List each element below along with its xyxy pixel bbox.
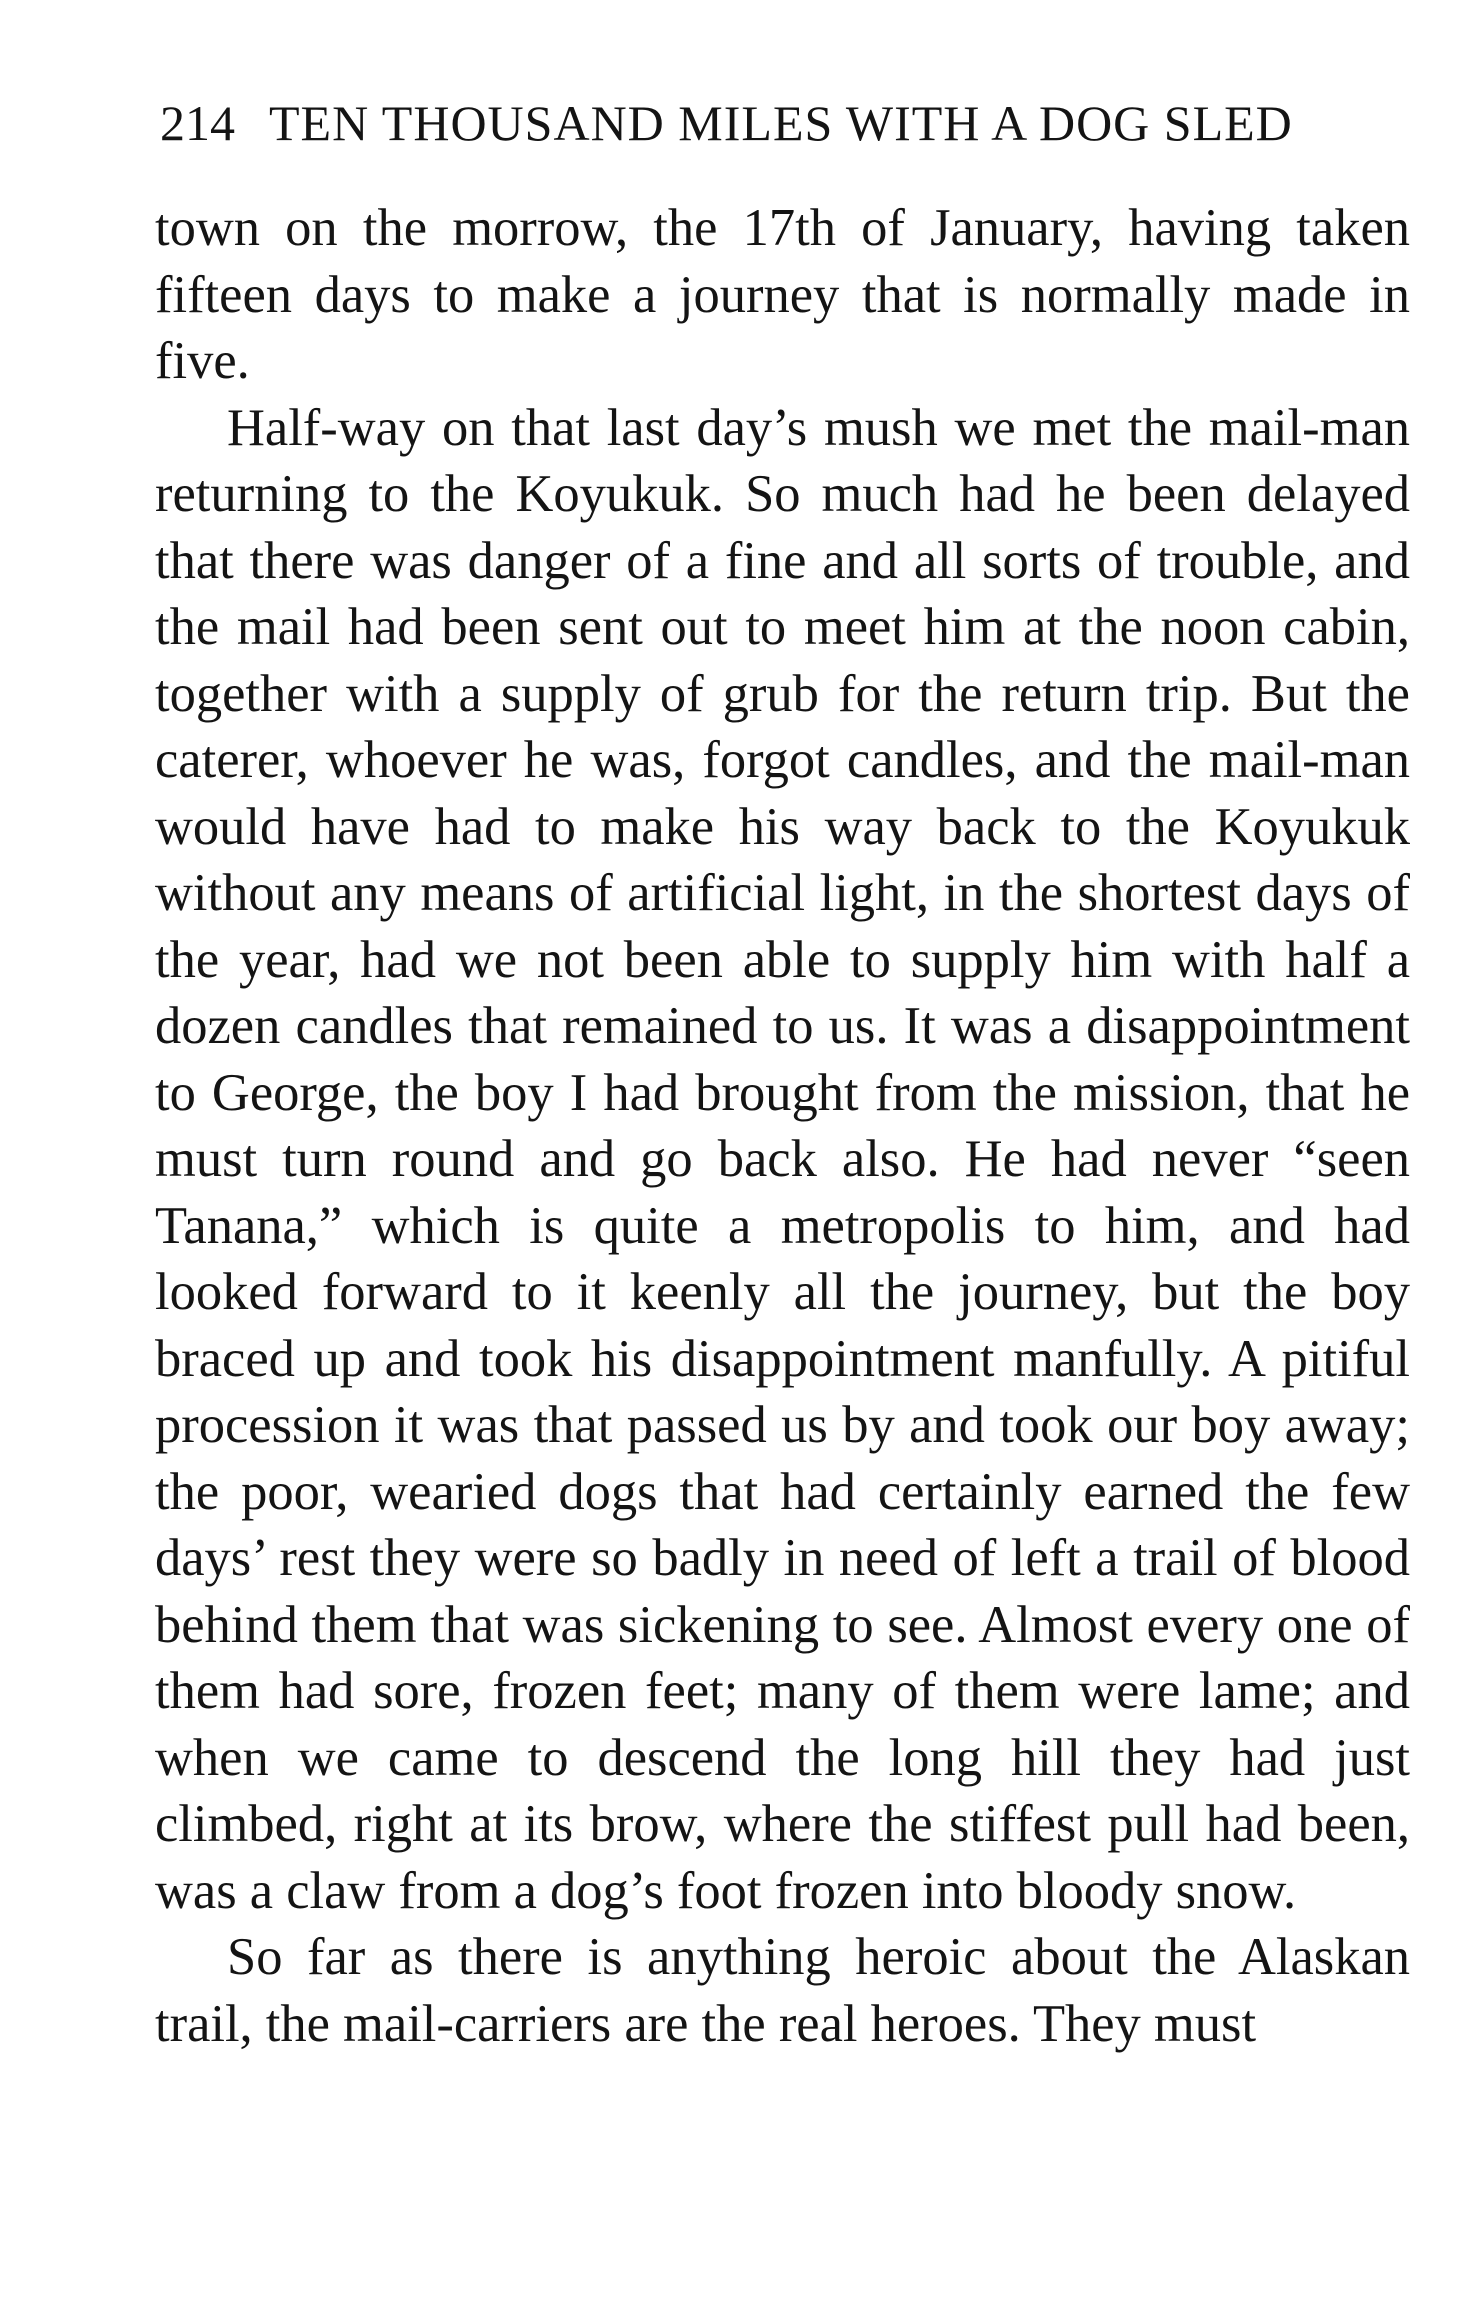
page-number: 214 <box>160 95 235 151</box>
running-head <box>160 88 1410 158</box>
paragraph-mail-carriers: So far as there is anything heroic about the Alaskan trail, the mail-carriers are the real heroes. They must <box>155 1928 1410 2053</box>
running-title: TEN THOUSAND MILES WITH A DOG SLED <box>269 95 1293 151</box>
paragraph-continued: town on the morrow, the 17th of January, having taken fifteen days to make a journey that is normally made in five. <box>155 199 1410 390</box>
paragraph-mail-man: Half-way on that last day’s mush we met the mail-man returning to the Koyukuk. So much had he been delayed that there was danger of a fine and all sorts of trouble, and the mail had been sent out to meet him at the noon cabin, together with a supply of grub for the return trip. But the caterer, whoever he was, forgot candles, and the mail-man would have had to make his way back to the Koyukuk without any means of artificial light, in the shortest days of the year, had we not been able to supply him with half a dozen candles that remained to us. It was a disappointment to George, the boy I had brought from the mission, that he must turn round and go back also. He had never “seen Tanana,” which is quite a metropolis to him, and had looked forward to it keenly all the journey, but the boy braced up and took his disappointment manfully. A pitiful procession it was that passed us by and took our boy away; the poor, wearied dogs that had certainly earned the few days’ rest they were so badly in need of left a trail of blood behind them that was sickening to see. Almost every one of them had sore, frozen feet; many of them were lame; and when we came to descend the long hill they had just climbed, right at its brow, where the stiffest pull had been, was a claw from a dog’s foot frozen into bloody snow. <box>155 398 1410 1920</box>
body-text <box>155 195 1410 2057</box>
